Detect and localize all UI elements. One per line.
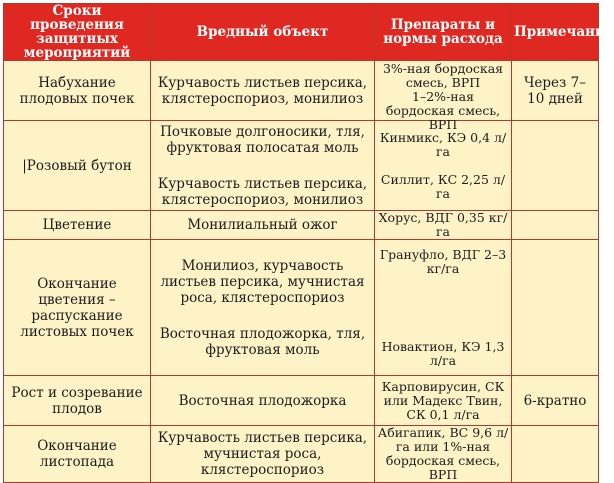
preparation-text: Кинмикс, КЭ 0,4 л/га bbox=[379, 129, 507, 159]
preparation-text: Новактион, КЭ 1,3 л/га bbox=[381, 338, 505, 368]
pest-cell bbox=[151, 121, 375, 211]
pest-text: Монилиоз, курчавость листьев персика, мучнистая роса, клястероспориоз bbox=[160, 257, 365, 306]
pest-cell: Восточная плодожорка bbox=[151, 376, 375, 426]
pest-cell: Курчавость листьев персика, мучнистая роса, клястероспориоз bbox=[151, 426, 375, 483]
note-cell bbox=[512, 211, 599, 240]
table-row bbox=[4, 376, 599, 426]
note-cell: Через 7–10 дней bbox=[512, 61, 599, 121]
pest-text: Почковые долгоносики, тля, фруктовая полосатая моль bbox=[160, 123, 365, 156]
note-cell: 6-кратно bbox=[512, 376, 599, 426]
preparation-cell bbox=[375, 240, 512, 376]
table-row bbox=[4, 121, 599, 211]
stage-cell: Окончание цветения – распускание листовых почек bbox=[4, 240, 151, 376]
preparation-cell: Карповирусин, СК или Мадекс Твин, СК 0,1 л/га bbox=[375, 376, 512, 426]
note-cell bbox=[512, 240, 599, 376]
preparation-text: 3%-ная бордоская смесь, ВРП bbox=[382, 60, 504, 90]
stage-cell: Рост и созревание плодов bbox=[4, 376, 151, 426]
preparation-text: Грануфло, ВДГ 2–3 кг/га bbox=[379, 246, 507, 276]
pest-cell bbox=[151, 240, 375, 376]
table-header-row bbox=[4, 4, 599, 61]
header-note: Примечание bbox=[512, 4, 599, 61]
table-row bbox=[4, 426, 599, 483]
table-row bbox=[4, 61, 599, 121]
stage-cell: Набухание плодовых почек bbox=[4, 61, 151, 121]
header-preparations: Препараты и нормы расхода bbox=[375, 4, 512, 61]
stage-cell: |Розовый бутон bbox=[4, 121, 151, 211]
note-cell bbox=[512, 121, 599, 211]
pest-cell bbox=[151, 61, 375, 121]
pest-text: Курчавость листьев персика, клястероспориоз, монилиоз bbox=[157, 74, 368, 107]
stage-cell: Окончание листопада bbox=[4, 426, 151, 483]
stage-cell: Цветение bbox=[4, 211, 151, 240]
preparation-cell bbox=[375, 60, 512, 132]
preparation-text: Силлит, КС 2,25 л/га bbox=[380, 171, 506, 201]
note-cell bbox=[512, 426, 599, 483]
header-timing: Сроки проведения защитных мероприятий bbox=[4, 4, 151, 61]
protection-schedule-table bbox=[3, 3, 614, 483]
pest-cell: Монилиальный ожог bbox=[151, 211, 375, 240]
header-pest: Вредный объект bbox=[151, 4, 375, 61]
preparation-text: 1–2%-ная бордоская смесь, ВРП bbox=[385, 88, 501, 132]
pest-text: Курчавость листьев персика, клястероспориоз, монилиоз bbox=[157, 175, 368, 208]
preparation-cell: Хорус, ВДГ 0,35 кг/га bbox=[375, 211, 512, 240]
preparation-cell bbox=[375, 121, 512, 211]
table-row bbox=[4, 240, 599, 376]
preparation-cell: Абигапик, ВС 9,6 л/га или 1%-ная бордоская смесь, ВРП bbox=[375, 426, 512, 483]
table-row bbox=[4, 211, 599, 240]
pest-text: Восточная плодожорка, тля, фруктовая моль bbox=[159, 325, 366, 358]
